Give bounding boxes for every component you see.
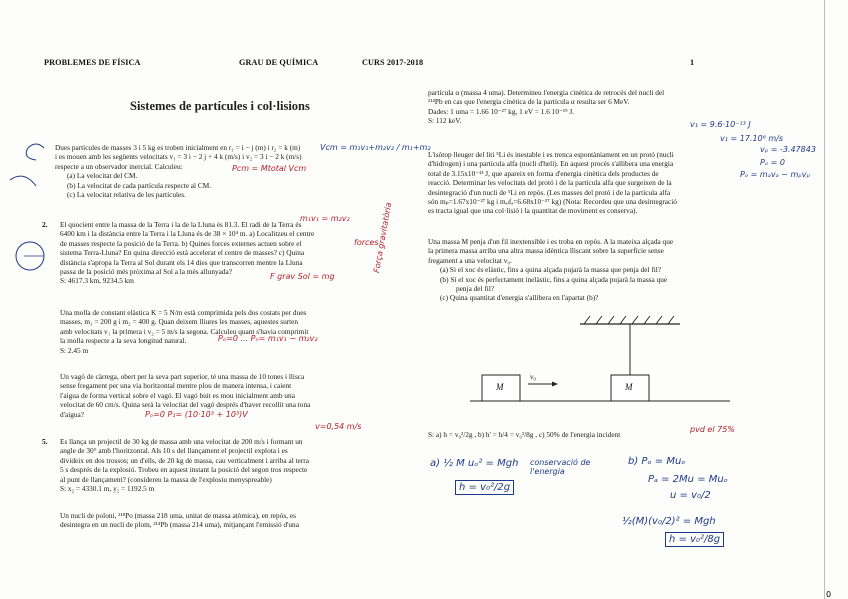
problem-line: ²¹⁴Pb en cas que l'energia cinètica de la partícula α resulta ser 6 MeV. xyxy=(428,97,630,107)
problem-line: d'hidrogen) i una partícula alfa (nucli d'heli). En aquest procés s'allibera una energia xyxy=(428,159,674,169)
collision-diagram xyxy=(470,312,770,417)
problem-item: (c) Quina quantitat d'energia s'allibera en l'apartat (b)? xyxy=(440,293,599,303)
problem-line: són mₚ=1.67x10⁻²⁷ kg i mₐₗfₐ=6.68x10⁻²⁷ kg) (Nota: Recordeu que una desintegració xyxy=(428,197,677,207)
problem-line: reacció. Determinar les velocitats del protó i de la partícula alfa que surgeixen de la xyxy=(428,178,672,188)
problem-line: sistema Terra-Lluna? En quina direcció està accelerat el centre de masses? c) Quina xyxy=(60,248,305,258)
handwriting-kinetic: v₁ = 9.6·10⁻¹³ J xyxy=(690,120,751,129)
problem-line: passa de la posició més pròxima al Sol a la més allunyada? xyxy=(60,267,233,277)
problem-solution: S: 2.45 m xyxy=(60,345,89,355)
moon-doodle-icon xyxy=(10,236,50,276)
problem-5 xyxy=(60,437,412,493)
problem-line: amb velocitats v₁ la primera i v₂ = 5 m/s la segona. Calculeu quant s'havia comprimit xyxy=(60,326,309,336)
handwriting-v1: v₁ = 17.10⁶ m/s xyxy=(720,134,784,143)
problem-line: angle de 30° amb l'horitzontal. Als 10 s del llançament el projectil explota i es xyxy=(60,446,288,456)
problem-line: la molla respecte a la seva longitud natural. xyxy=(60,336,187,346)
handwriting-spring: Pₒ=0 ... Pₙ= m₁v₁ − m₂v₂ xyxy=(218,334,318,343)
header-subject: PROBLEMES DE FÍSICA xyxy=(44,58,141,67)
problem-2-number: 2. xyxy=(42,220,48,229)
velocity-label: v₀ xyxy=(530,372,536,381)
handwriting-gravitational-force: Força gravitatòria xyxy=(372,201,394,274)
problem-item: (c) La velocitat relativa de les partícules. xyxy=(67,190,186,200)
handwriting-momentum: Pₒ = mₐvₐ − mₚvₚ xyxy=(740,170,810,179)
problem-item: (a) Si el xoc és elàstic, fins a quina alçada pujarà la massa que penja del fil? xyxy=(440,265,662,275)
problem-item: (b) La velocitat de cada partícula respecte al CM. xyxy=(67,180,212,190)
problem-solution: S: 4617.3 km, 9234.5 km xyxy=(60,276,134,286)
problem-line: desintegració d'un nucli de ⁵Li en repòs. (Les masses del protó i de la partícula alfa xyxy=(428,187,671,197)
handwriting-wagon: Pₒ=0 P₁= (10·10³ + 10³)V xyxy=(145,410,248,419)
handwriting-result-b: h = v₀²/8g xyxy=(665,532,724,547)
problem-line: 6400 km i la distància entre la Terra i la Lluna és de 38 × 10⁴ m. a) Localitzeu el centre xyxy=(60,229,315,239)
problem-line: distància s'apropa la Terra al Sol durant els 14 dies que transcorren mentre la Lluna xyxy=(60,257,303,267)
problem-line: Dues partícules de masses 3 i 5 kg es troben inicialment en r₁ = i − j (m) i r₂ = k (m) xyxy=(55,143,301,152)
page-title: Sistemes de partícules i col·lisions xyxy=(130,99,310,113)
problem-line: i es mouen amb les següents velocitats v₁ = 3 i − 2 j + 4 k (m/s) i v₂ = 3 i − 2 k (m/s) xyxy=(55,152,302,162)
problem-line: partícula α (massa 4 uma). Determineu l'energia cinètica de retrocés del nucli del xyxy=(428,88,665,97)
problem-line: Es llança un projectil de 30 kg de massa amb una velocitat de 200 m/s i formant un xyxy=(60,437,303,446)
problem-line: respecte a un observador inercial. Calculeu: xyxy=(55,161,183,171)
problem-item: (b) Si el xoc és perfectament inelàstic, fins a quina alçada pujarà la massa que xyxy=(440,274,668,284)
problem-line: L'isòtop lleuger del liti ⁵Li és inestable i es trenca espontàniament en un protó (nucli xyxy=(428,150,674,159)
scan-edge xyxy=(824,0,825,599)
handwriting-grav: F grav Sol = mg xyxy=(270,272,335,281)
problem-line: Un vagó de càrrega, obert per la seva part superior, té una massa de 10 tones i llisca xyxy=(60,372,305,381)
problem-3 xyxy=(60,308,412,355)
problem-line: Dades: 1 uma = 1.66 10⁻²⁷ kg, 1 eV = 1.6 10⁻¹⁹ J. xyxy=(428,106,575,116)
header-course: CURS 2017-2018 xyxy=(362,58,424,67)
handwriting-red-momentum: m₁v₁ = m₂v₂ xyxy=(300,214,350,223)
handwriting-forces: forces xyxy=(354,238,379,247)
problem-line: al punt de llançament? (considereu la massa de l'explosiu menyspreable) xyxy=(60,474,272,484)
ceiling-hatch xyxy=(584,316,674,324)
handwriting-percent: pvd el 75% xyxy=(690,425,735,434)
handwriting-energy-conservation: conservació de l'energia xyxy=(530,458,591,476)
problem-8 xyxy=(428,237,768,303)
problem-2 xyxy=(60,220,412,286)
problem-line: Una massa M penja d'un fil inextensible i es troba en repòs. A la mateixa alçada que xyxy=(428,237,674,246)
handwriting-vcm: Vcm = m₁v₁+m₂v₂ / m₁+m₂ xyxy=(320,143,431,152)
problem-line: velocitat de 60 cm/s. Quina serà la velocitat del vagó després d'haver recollit una tona xyxy=(60,400,311,410)
problem-8-solution: S: a) h = v₀²/2g , b) h' = h/4 = v₀²/8g , c) 50% de l'energia incident xyxy=(428,430,621,439)
problem-7 xyxy=(428,150,758,216)
problem-line: 5 s després de la explosió. Trobeu en aquest instant la posició del segon tros respecte xyxy=(60,465,308,475)
problem-line: d'aigua? xyxy=(60,409,85,419)
corner-mark: 0 xyxy=(826,590,832,599)
problem-line: sense fregament per una via horitzontal mentre plou de manera intensa, i caient xyxy=(60,381,292,391)
problem-line: la primera massa arriba una altra massa idèntica lliscant sobre la superfície sense xyxy=(428,246,664,256)
problem-6 xyxy=(60,511,412,530)
problem-item: penja del fil? xyxy=(456,284,495,294)
handwriting-part-a: a) ½ M uₒ² = Mgh xyxy=(430,458,519,469)
handwriting-wagon-velocity: v=0,54 m/s xyxy=(315,422,362,431)
problem-line: Un nucli de poloni, ²¹⁸Po (massa 218 uma, unitat de massa atòmica), en repòs, es xyxy=(60,511,296,520)
header-degree: GRAU DE QUÍMICA xyxy=(239,58,319,67)
problem-line: total de 3.15x10⁻¹³ J, que apareix en forma d'energia cinètica dels productes de xyxy=(428,168,659,178)
problem-line: fregament a una velocitat v₀. xyxy=(428,255,512,265)
handwriting-part-b: b) Pₒ = Muₒ xyxy=(628,456,686,467)
mass-label-right: M xyxy=(625,382,633,392)
handwriting-energy-b: ½(M)(v₀/2)² = Mgh xyxy=(622,516,716,527)
handwriting-pcm: Pcm = Mtotal Vcm xyxy=(232,164,307,173)
handwriting-pa: Pₐ = 2Mu = Muₒ xyxy=(648,474,728,485)
problem-solution: S: 112 keV. xyxy=(428,116,462,126)
problem-line: El quocient entre la massa de la Terra i la de la Lluna és 81.3. El radi de la Terra és xyxy=(60,220,302,229)
problem-line: l'aigua de forma vertical sobre el vagó. El vagó buit es mou inicialment amb una xyxy=(60,390,295,400)
velocity-arrowhead xyxy=(552,382,558,387)
problem-line: Una molla de constant elàstica K = 5 N/m està comprimida pels dos costats per dues xyxy=(60,308,307,317)
problem-line: de masses respecte la posició de la Terra. b) Quines forces externes actuen sobre el xyxy=(60,238,302,248)
problem-line: es tracta igual que una col·lisió i la quantitat de moviment es conserva). xyxy=(428,206,638,216)
problem-5-number: 5. xyxy=(42,437,48,446)
handwriting-u: u = v₀/2 xyxy=(670,490,711,501)
problem-item: (a) La velocitat del CM. xyxy=(67,171,138,181)
handwriting-p0: Pₒ = 0 xyxy=(760,158,786,167)
mass-label-left: M xyxy=(496,382,504,392)
handwriting-result-a: h = v₀²/2g xyxy=(455,480,514,495)
header-page-number: 1 xyxy=(690,58,695,67)
problem-line: divideix en dos trossos; un d'ells, de 20 kg de massa, cau verticalment i arriba al terra xyxy=(60,455,309,465)
margin-doodle-1 xyxy=(6,140,66,220)
problem-line: masses, m₁ = 200 g i m₂ = 400 g. Quan deixem lliures les masses, aquestes surten xyxy=(60,317,299,327)
problem-line: desintegra en un nucli de plom, ²¹⁴Pb (massa 214 uma), mitjançant l'emissió d'una xyxy=(60,520,299,530)
problem-solution: S: x₂ = 4330.1 m, y₂ = 1192.5 m xyxy=(60,484,155,494)
handwriting-vp: vₚ = -3.47843 xyxy=(760,145,816,154)
